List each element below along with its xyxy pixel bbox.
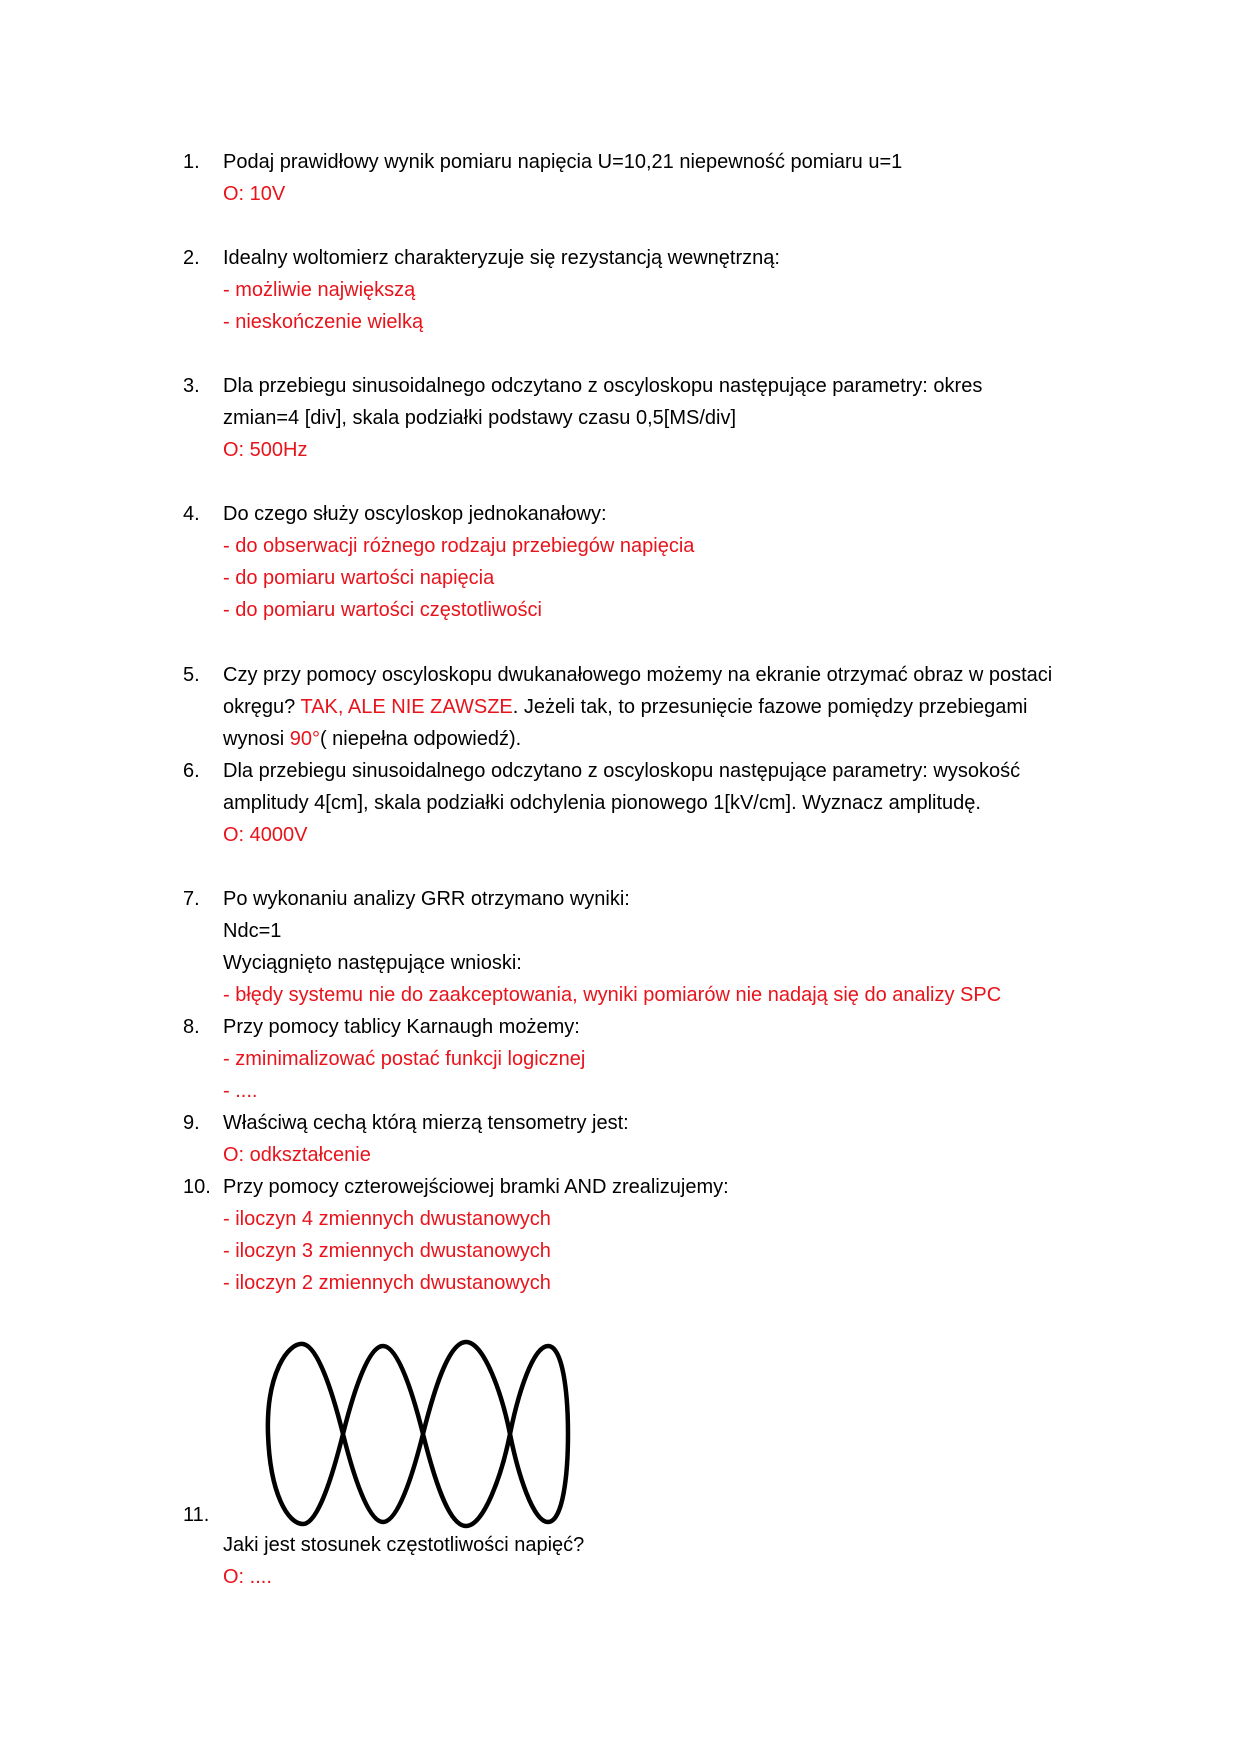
- answer-text: - do pomiaru wartości napięcia: [223, 567, 495, 589]
- answer-text: - do pomiaru wartości częstotliwości: [223, 599, 542, 621]
- question-number: 11.: [183, 1504, 210, 1526]
- answer-text: O: odkształcenie: [223, 1144, 371, 1166]
- answer-text: - błędy systemu nie do zaakceptowania, wyniki pomiarów nie nadają się do analizy SPC: [223, 984, 1002, 1006]
- answer-text: - iloczyn 2 zmiennych dwustanowych: [223, 1272, 551, 1294]
- question-text: Przy pomocy czterowejściowej bramki AND zrealizujemy:: [223, 1176, 729, 1198]
- question-number: 6.: [183, 760, 200, 782]
- question-text: ( niepełna odpowiedź).: [319, 728, 522, 750]
- answer-text: TAK, ALE NIE ZAWSZE: [300, 696, 513, 718]
- answer-text: O: 10V: [223, 183, 286, 205]
- question-text-mixed: [223, 724, 521, 754]
- question-text: Ndc=1: [223, 920, 282, 942]
- question-text-mixed: [223, 692, 1027, 722]
- question-number: 3.: [183, 375, 200, 397]
- question-text: Idealny woltomierz charakteryzuje się rezystancją wewnętrzną:: [223, 247, 780, 269]
- answer-text: O: 500Hz: [223, 439, 308, 461]
- answer-text: O: ....: [223, 1566, 272, 1588]
- answer-text: - zminimalizować postać funkcji logicznej: [223, 1048, 586, 1070]
- lissajous-figure: [258, 1334, 578, 1534]
- question-text: Podaj prawidłowy wynik pomiaru napięcia U=10,21 niepewność pomiaru u=1: [223, 151, 903, 173]
- question-number: 2.: [183, 247, 200, 269]
- question-text: Jaki jest stosunek częstotliwości napięć?: [223, 1534, 585, 1556]
- question-text: Wyciągnięto następujące wnioski:: [223, 952, 522, 974]
- question-number: 10.: [183, 1176, 211, 1198]
- question-number: 9.: [183, 1112, 200, 1134]
- question-text: Czy przy pomocy oscyloskopu dwukanałowego możemy na ekranie otrzymać obraz w postaci: [223, 664, 1053, 686]
- answer-text: - iloczyn 3 zmiennych dwustanowych: [223, 1240, 551, 1262]
- question-number: 8.: [183, 1016, 200, 1038]
- question-text: wynosi: [223, 728, 290, 750]
- answer-text: - ....: [223, 1080, 258, 1102]
- question-text: Po wykonaniu analizy GRR otrzymano wyniki:: [223, 888, 630, 910]
- question-text: Właściwą cechą którą mierzą tensometry jest:: [223, 1112, 629, 1134]
- question-text: amplitudy 4[cm], skala podziałki odchylenia pionowego 1[kV/cm]. Wyznacz amplitudę.: [223, 792, 981, 814]
- question-text: zmian=4 [div], skala podziałki podstawy czasu 0,5[MS/div]: [223, 407, 737, 429]
- question-text: Przy pomocy tablicy Karnaugh możemy:: [223, 1016, 580, 1038]
- answer-text: - do obserwacji różnego rodzaju przebiegów napięcia: [223, 535, 695, 557]
- answer-text: 90°: [289, 728, 320, 750]
- question-text: . Jeżeli tak, to przesunięcie fazowe pomiędzy przebiegami: [512, 696, 1028, 718]
- question-number: 1.: [183, 151, 200, 173]
- answer-text: - możliwie największą: [223, 279, 416, 301]
- question-number: 7.: [183, 888, 200, 910]
- question-text: Do czego służy oscyloskop jednokanałowy:: [223, 503, 607, 525]
- question-text: Dla przebiegu sinusoidalnego odczytano z oscyloskopu następujące parametry: wysokość: [223, 760, 1021, 782]
- question-number: 4.: [183, 503, 200, 525]
- question-number: 5.: [183, 664, 200, 686]
- question-text: okręgu?: [223, 696, 301, 718]
- question-text: Dla przebiegu sinusoidalnego odczytano z oscyloskopu następujące parametry: okres: [223, 375, 983, 397]
- answer-text: - iloczyn 4 zmiennych dwustanowych: [223, 1208, 551, 1230]
- answer-text: O: 4000V: [223, 824, 308, 846]
- lissajous-curve: [268, 1342, 568, 1526]
- answer-text: - nieskończenie wielką: [223, 311, 424, 333]
